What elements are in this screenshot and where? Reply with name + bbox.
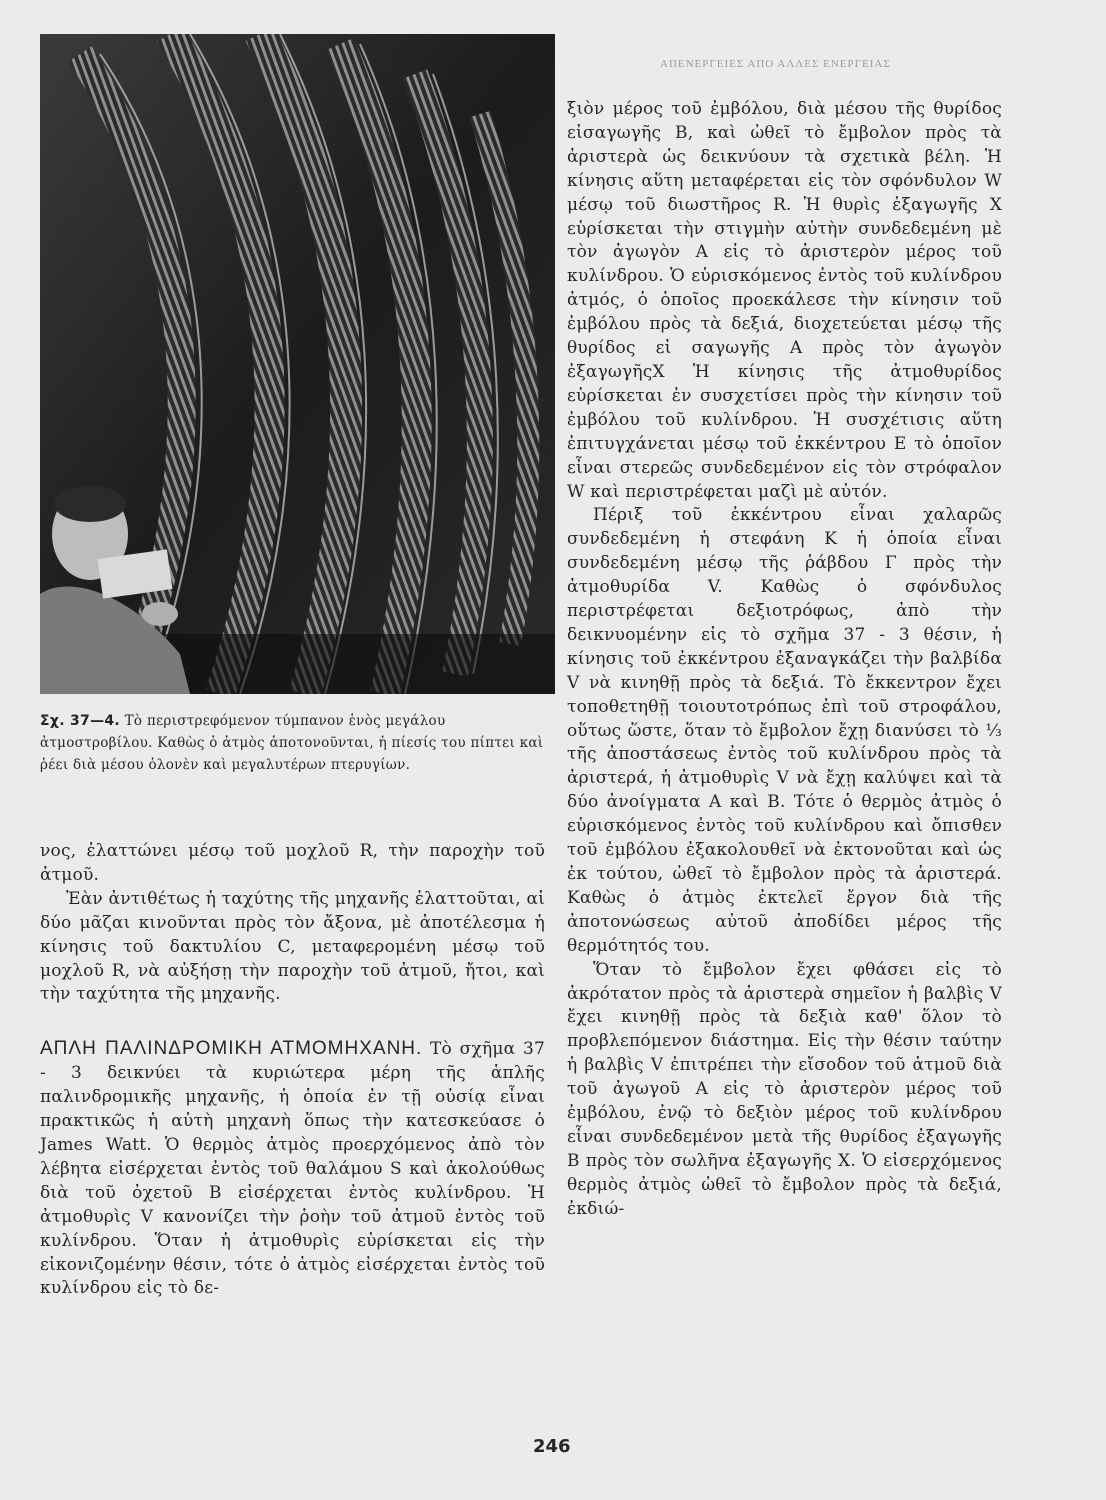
figure-caption (40, 710, 545, 776)
figure-label: Σχ. 37—4. (40, 713, 121, 729)
section-heading: ΑΠΛΗ ΠΑΛΙΝΔΡΟΜΙΚΗ ΑΤΜΟΜΗΧΑΝΗ. (40, 1038, 423, 1060)
page-number: 246 (533, 1436, 571, 1457)
turbine-photo (40, 34, 555, 694)
running-head: ΑΠΕΝΕΡΓΕΙΕΣ ΑΠΟ ΑΛΛΕΣ ΕΝΕΡΓΕΙΑΣ (660, 58, 891, 70)
caption-text: Τὸ περιστρεφόμενον τύμπανον ἑνὸς μεγάλου ἀτμοστροβίλου. Καθὼς ὁ ἀτμὸς ἀποτονοῦνται, ἡ πίεσίς του πίπτει καὶ ῥέει διὰ μέσου ὁλονὲν καὶ μεγαλυτέρων πτερυγίων. (40, 713, 544, 773)
paragraph: ξιὸν μέρος τοῦ ἐμβόλου, διὰ μέσου τῆς θυρίδος εἰσαγωγῆς Β, καὶ ὠθεῖ τὸ ἔμβολον πρὸς τὰ ἀριστερὰ ὡς δεικνύουν τὰ σχετικὰ βέλη. Ἡ κίνησις αὕτη μεταφέρεται εἰς τὸν σφόνδυλον W μέσῳ τοῦ διωστῆρος R. Ἡ θυρὶς ἐξαγωγῆς Χ εὑρίσκεται τὴν στιγμὴν αὐτὴν συνδεδεμένη μὲ τὸν ἀγωγὸν Α εἰς τὸ ἀριστερὸν μέρος τοῦ κυλίνδρου. Ὁ εὑρισκόμενος ἐντὸς τοῦ κυλίνδρου ἀτμός, ὁ ὁποῖος προεκάλεσε τὴν κίνησιν τοῦ ἐμβόλου πρὸς τὰ δεξιά, διοχετεύεται μέσῳ τῆς θυρίδος εἰ σαγωγῆς Α πρὸς τὸν ἀγωγὸν ἐξαγωγῆςΧ Ἡ κίνησις τῆς ἀτμοθυρίδος εὑρίσκεται ἐν συσχετίσει πρὸς τὴν κίνησιν τοῦ ἐμβόλου τοῦ κυλίνδρου. Ἡ συσχέτισις αὕτη ἐπιτυγχάνεται μέσῳ τοῦ ἐκκέντρου Ε τὸ ὁποῖον εἶναι στερεῶς συνδεδεμένον εἰς τὸν στρόφαλον W καὶ περιστρέφεται μαζὶ μὲ αὐτόν. (567, 99, 1002, 502)
paragraph: Πέριξ τοῦ ἐκκέντρου εἶναι χαλαρῶς συνδεδεμένη ἡ στεφάνη Κ ἡ ὁποία εἶναι συνδεδεμένη μέσῳ τῆς ῥάβδου Γ πρὸς τὴν ἀτμοθυρίδα V. Καθὼς ὁ σφόνδυλος περιστρέφεται δεξιοτρόφως, ἀπὸ τὴν δεικνυομένην εἰς τὸ σχῆμα 37 - 3 θέσιν, ἡ κίνησις τοῦ ἐκκέντρου ἐξαναγκάζει τὴν βαλβίδα V νὰ κινηθῇ πρὸς τὰ δεξιά. Τὸ ἔκκεντρον ἔχει τοποθετηθῇ τοιουτοτρόπως ἐπὶ τοῦ στροφάλου, οὕτως ὥστε, ὅταν τὸ ἔμβολον ἔχῃ διανύσει τὸ ⅓ τῆς ἀποστάσεως ἐντὸς τοῦ κυλίνδρου πρὸς τὰ ἀριστερά, ἡ ἀτμοθυρὶς V νὰ ἔχῃ καλύψει καὶ τὰ δύο ἀνοίγματα Α καὶ Β. Τότε ὁ θερμὸς ἀτμὸς ὁ εὑρισκόμενος ἐντὸς τοῦ κυλίνδρου καὶ ὄπισθεν τοῦ ἐμβόλου ἐξακολουθεῖ νὰ ἐκτονοῦται καὶ ὡς ἐκ τούτου, ὠθεῖ τὸ ἔμβολον πρὸς τὰ ἀριστερά. Καθὼς ὁ ἀτμὸς ἐκτελεῖ ἔργον διὰ τῆς ἀποτονώσεως αὐτοῦ ἀποδίδει μέρος τῆς θερμότητός του. (567, 505, 1002, 956)
left-column (40, 840, 545, 1301)
paragraph: Ἐὰν ἀντιθέτως ἡ ταχύτης τῆς μηχανῆς ἐλαττοῦται, αἱ δύο μᾶζαι κινοῦνται πρὸς τὸν ἄξονα, μὲ ἀποτέλεσμα ἡ κίνησις τοῦ δακτυλίου C, μεταφερομένη μέσῳ τοῦ μοχλοῦ R, νὰ αὐξήσῃ τὴν παροχὴν τοῦ ἀτμοῦ, ἤτοι, καὶ τὴν ταχύτητα τῆς μηχανῆς. (40, 888, 545, 1005)
right-column (567, 98, 1002, 1222)
section-paragraph (40, 1037, 545, 1301)
paragraph: νος, ἐλαττώνει μέσῳ τοῦ μοχλοῦ R, τὴν παροχὴν τοῦ ἀτμοῦ. (40, 841, 545, 885)
paragraph: Ὅταν τὸ ἔμβολον ἔχει φθάσει εἰς τὸ ἀκρότατον πρὸς τὰ ἀριστερὰ σημεῖον ἡ βαλβὶς V ἔχει κινηθῇ πρὸς τὰ δεξιὰ καθ' ὅλον τὸ προβλεπόμενον διάστημα. Εἰς τὴν θέσιν ταύτην ἡ βαλβὶς V ἐπιτρέπει τὴν εἴσοδον τοῦ ἀτμοῦ διὰ τοῦ ἀγωγοῦ Α εἰς τὸ ἀριστερὸν μέρος τοῦ ἐμβόλου, ἐνῷ τὸ δεξιὸν μέρος τοῦ κυλίνδρου εἶναι συνδεδεμένον μετὰ τῆς θυρίδος ἐξαγωγῆς Β πρὸς τὸν σωλῆνα ἐξαγωγῆς Χ. Ὁ εἰσερχόμενος θερμὸς ἀτμὸς ὠθεῖ τὸ ἔμβολον πρὸς τὰ δεξιά, ἐκδιώ- (567, 959, 1002, 1219)
section-text: Τὸ σχῆμα 37 - 3 δεικνύει τὰ κυριώτερα μέρη τῆς ἁπλῆς παλινδρομικῆς μηχανῆς, ἡ ὁποία ἐν τῇ οὐσίᾳ εἶναι πρακτικῶς ἡ αὐτὴ μηχανὴ ὅπως τὴν κατεσκεύασε ὁ James Watt. Ὁ θερμὸς ἀτμὸς προερχόμενος ἀπὸ τὸν λέβητα εἰσέρχεται ἐντὸς τοῦ θαλάμου S καὶ ἀκολούθως διὰ τοῦ ὀχετοῦ Β εἰσέρχεται ἐντὸς κυλίνδρου. Ἡ ἀτμοθυρὶς V κανονίζει τὴν ῥοὴν τοῦ ἀτμοῦ ἐντὸς τοῦ κυλίνδρου. Ὅταν ἡ ἀτμοθυρὶς εὑρίσκεται εἰς τὴν εἰκονιζομένην θέσιν, τότε ὁ ἀτμὸς εἰσέρχεται ἐντὸς τοῦ κυλίνδρου εἰς τὸ δε- (40, 1039, 545, 1299)
